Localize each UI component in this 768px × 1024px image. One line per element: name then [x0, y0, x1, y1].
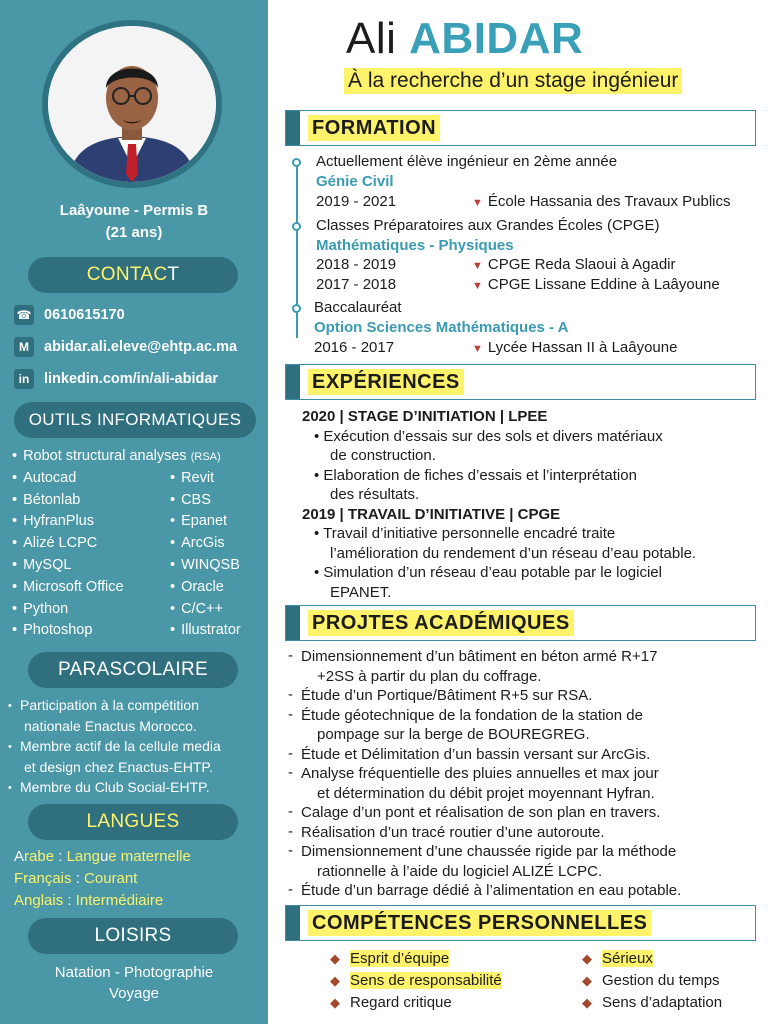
- timeline-dot: [292, 158, 301, 167]
- experience-bullet-cont: l’amélioration du rendement d’un réseau d’eau potable.: [330, 545, 697, 562]
- tools-list: [12, 448, 266, 644]
- formation-title: FORMATION: [308, 115, 440, 141]
- parascolaire-heading: PARASCOLAIRE: [28, 652, 238, 688]
- profile-photo: [48, 26, 216, 182]
- experience-heading: 2019 | TRAVAIL D’INITIATIVE | CPGE: [302, 506, 561, 523]
- competences-heading: [285, 905, 756, 941]
- projet-item-cont: rationnelle à l’aide du logiciel ALIZÉ LCPC.: [317, 862, 603, 880]
- languages-heading: [28, 804, 238, 840]
- formation-years: 2019 - 2021: [316, 193, 397, 210]
- projet-item-cont: +2SS à partir du plan du coffrage.: [317, 667, 542, 685]
- formation-line: Classes Préparatoires aux Grandes Écoles (CPGE): [316, 217, 660, 234]
- skill-item: ◆ Gestion du temps: [582, 972, 720, 989]
- languages-heading-label: LANGUES: [86, 811, 180, 832]
- diamond-bullet-icon: ◆: [582, 995, 592, 1010]
- last-name: ABIDAR: [409, 14, 584, 63]
- skill-item: ◆ Sens de responsabilité: [330, 972, 502, 989]
- projets-heading: [285, 605, 756, 641]
- tools-heading: OUTILS INFORMATIQUES: [14, 402, 256, 438]
- tool-item: • Robot structural analyses (RSA): [12, 448, 221, 470]
- formation-line: Baccalauréat: [314, 299, 402, 316]
- formation-place: ▼ École Hassania des Travaux Publics: [472, 193, 731, 210]
- projet-item: Réalisation d’un tracé routier d’une autoroute.: [301, 823, 605, 841]
- location-pin-icon: ▼: [472, 260, 483, 272]
- tool-item: • Bétonlab: [12, 492, 170, 514]
- parascolaire-line: nationale Enactus Morocco.: [24, 717, 197, 734]
- tool-item: • Photoshop: [12, 622, 170, 644]
- diamond-bullet-icon: ◆: [330, 951, 340, 966]
- competences-title: COMPÉTENCES PERSONNELLES: [308, 910, 651, 936]
- loisirs-line: Natation - Photographie: [54, 964, 214, 981]
- parascolaire-item: [8, 777, 266, 798]
- linkedin-url: linkedin.com/in/ali-abidar: [44, 371, 219, 387]
- contact-heading-highlight: CONTAC: [86, 264, 168, 285]
- formation-years: 2017 - 2018: [316, 276, 397, 293]
- parascolaire-item: [8, 695, 266, 736]
- projets-title: PROJTES ACADÉMIQUES: [308, 610, 574, 636]
- tools-row: [12, 535, 266, 557]
- dash-bullet: -: [288, 881, 293, 898]
- dash-bullet: -: [288, 705, 293, 723]
- heading-accent-bar: [286, 606, 300, 640]
- projet-item: Calage d’un pont et réalisation de son plan en travers.: [301, 804, 661, 821]
- projet-item: Analyse fréquentielle des pluies annuelles et max jour: [301, 765, 659, 782]
- tool-item: • MySQL: [12, 557, 170, 579]
- phone-number: 0610615170: [44, 307, 125, 323]
- diamond-bullet-icon: ◆: [582, 951, 592, 966]
- experience-bullet: • Simulation d’un réseau d’eau potable par le logiciel: [314, 564, 662, 581]
- tool-item: • Python: [12, 601, 170, 623]
- tool-item: • HyfranPlus: [12, 513, 170, 535]
- formation-field: Option Sciences Mathématiques - A: [314, 319, 569, 336]
- projet-item: Étude géotechnique de la fondation de la station de: [301, 706, 643, 724]
- experience-bullet: • Exécution d’essais sur des sols et divers matériaux: [314, 428, 663, 445]
- formation-place: ▼ Lycée Hassan II à Laâyoune: [472, 339, 678, 356]
- projet-item: Étude d’un barrage dédié à l’alimentation en eau potable.: [301, 882, 682, 899]
- tool-item: • Autocad: [12, 470, 170, 492]
- projet-item-cont: pompage sur la berge de BOUREGREG.: [317, 726, 590, 743]
- tool-item: • Epanet: [170, 513, 266, 535]
- projet-item: Étude et Délimitation d’un bassin versant sur ArcGis.: [301, 745, 651, 763]
- location-license: Laâyoune - Permis B: [59, 202, 209, 219]
- language-item: Arabe : Langue maternelle: [14, 848, 191, 865]
- tool-item: • CBS: [170, 492, 266, 514]
- location-pin-icon: ▼: [472, 280, 483, 292]
- formation-field: Génie Civil: [316, 173, 394, 190]
- tools-row: [12, 513, 266, 535]
- timeline-dot: [292, 304, 301, 313]
- portrait-illustration: [48, 26, 216, 182]
- age: (21 ans): [105, 224, 163, 241]
- language-item: Français : Courant: [14, 870, 138, 887]
- mail-icon: M: [14, 337, 34, 357]
- formation-years: 2018 - 2019: [316, 256, 397, 273]
- tools-row: [12, 557, 266, 579]
- experience-bullet-cont: EPANET.: [330, 584, 392, 601]
- tool-item: • C/C++: [170, 601, 266, 623]
- parascolaire-line: • Membre actif de la cellule media: [20, 738, 221, 754]
- tool-item: • WINQSB: [170, 557, 266, 579]
- formation-line: Actuellement élève ingénieur en 2ème année: [316, 153, 618, 170]
- first-name: Ali: [346, 14, 397, 63]
- dash-bullet: -: [288, 764, 293, 781]
- tools-row: [12, 448, 266, 470]
- parascolaire-list: [8, 695, 266, 798]
- contact-email[interactable]: [14, 336, 237, 358]
- parascolaire-line: • Participation à la compétition: [20, 697, 199, 713]
- experience-bullet: • Elaboration de fiches d’essais et l’interprétation: [314, 467, 637, 484]
- tools-row: [12, 622, 266, 644]
- tools-row: [12, 579, 266, 601]
- tool-item: • Alizé LCPC: [12, 535, 170, 557]
- tool-item: • Oracle: [170, 579, 266, 601]
- tool-item: • ArcGis: [170, 535, 266, 557]
- projet-item: Étude d’un Portique/Bâtiment R+5 sur RSA.: [301, 687, 593, 704]
- heading-accent-bar: [286, 365, 300, 399]
- linkedin-icon: in: [14, 369, 34, 389]
- tools-row: [12, 601, 266, 623]
- formation-field: Mathématiques - Physiques: [316, 237, 514, 254]
- projet-item: Dimensionnement d’un bâtiment en béton armé R+17: [301, 648, 658, 665]
- formation-years: 2016 - 2017: [314, 339, 395, 356]
- formation-place: ▼ CPGE Lissane Eddine à Laâyoune: [472, 276, 720, 293]
- skill-item: ◆ Sens d’adaptation: [582, 994, 723, 1011]
- languages-list: [14, 846, 191, 912]
- heading-accent-bar: [286, 906, 300, 940]
- sidebar: [0, 0, 268, 1024]
- dash-bullet: -: [288, 822, 293, 840]
- parascolaire-line: et design chez Enactus-EHTP.: [24, 758, 213, 775]
- formation-heading: [285, 110, 756, 146]
- tool-item: • Illustrator: [170, 622, 266, 644]
- contact-phone[interactable]: [14, 304, 125, 326]
- skill-item: ◆ Sérieux: [582, 950, 653, 967]
- experience-bullet: • Travail d’initiative personnelle encadré traite: [314, 525, 616, 542]
- tool-item: • Microsoft Office: [12, 579, 170, 601]
- experiences-heading: [285, 364, 756, 400]
- skill-item: ◆ Regard critique: [330, 994, 452, 1011]
- parascolaire-item: [8, 736, 266, 777]
- dash-bullet: -: [288, 744, 293, 762]
- phone-icon: ☎: [14, 305, 34, 325]
- location-pin-icon: ▼: [472, 197, 483, 209]
- contact-heading-rest: T: [167, 264, 180, 285]
- location-pin-icon: ▼: [472, 343, 483, 355]
- parascolaire-line: • Membre du Club Social-EHTP.: [20, 779, 210, 795]
- projet-item-cont: et détermination du débit projet moyennant Hyfran.: [317, 784, 655, 802]
- loisirs-line: Voyage: [108, 985, 160, 1002]
- loisirs-heading: LOISIRS: [28, 918, 238, 954]
- dash-bullet: -: [288, 647, 293, 664]
- projet-item: Dimensionnement d’une chaussée rigide par la méthode: [301, 843, 677, 860]
- dash-bullet: -: [288, 686, 293, 703]
- full-name: [346, 14, 583, 64]
- formation-place: ▼ CPGE Reda Slaoui à Agadir: [472, 256, 676, 273]
- language-item: Anglais : Intermédiaire: [14, 892, 164, 909]
- email-address: abidar.ali.eleve@ehtp.ac.ma: [44, 339, 238, 355]
- diamond-bullet-icon: ◆: [330, 973, 340, 988]
- experiences-title: EXPÉRIENCES: [308, 369, 464, 395]
- tool-item: • Revit: [170, 470, 266, 492]
- dash-bullet: -: [288, 842, 293, 859]
- diamond-bullet-icon: ◆: [330, 995, 340, 1010]
- experience-bullet-cont: de construction.: [330, 447, 436, 464]
- profile-photo-frame: [42, 20, 222, 188]
- tools-row: [12, 470, 266, 492]
- contact-linkedin[interactable]: [14, 368, 218, 390]
- diamond-bullet-icon: ◆: [582, 973, 592, 988]
- dash-bullet: -: [288, 803, 293, 820]
- experience-bullet-cont: des résultats.: [330, 486, 420, 503]
- timeline-dot: [292, 222, 301, 231]
- heading-accent-bar: [286, 111, 300, 145]
- tools-row: [12, 492, 266, 514]
- skill-item: ◆ Esprit d’équipe: [330, 950, 450, 967]
- contact-heading: [28, 257, 238, 293]
- experience-heading: 2020 | STAGE D’INITIATION | LPEE: [302, 408, 548, 425]
- job-objective: À la recherche d’un stage ingénieur: [344, 68, 682, 94]
